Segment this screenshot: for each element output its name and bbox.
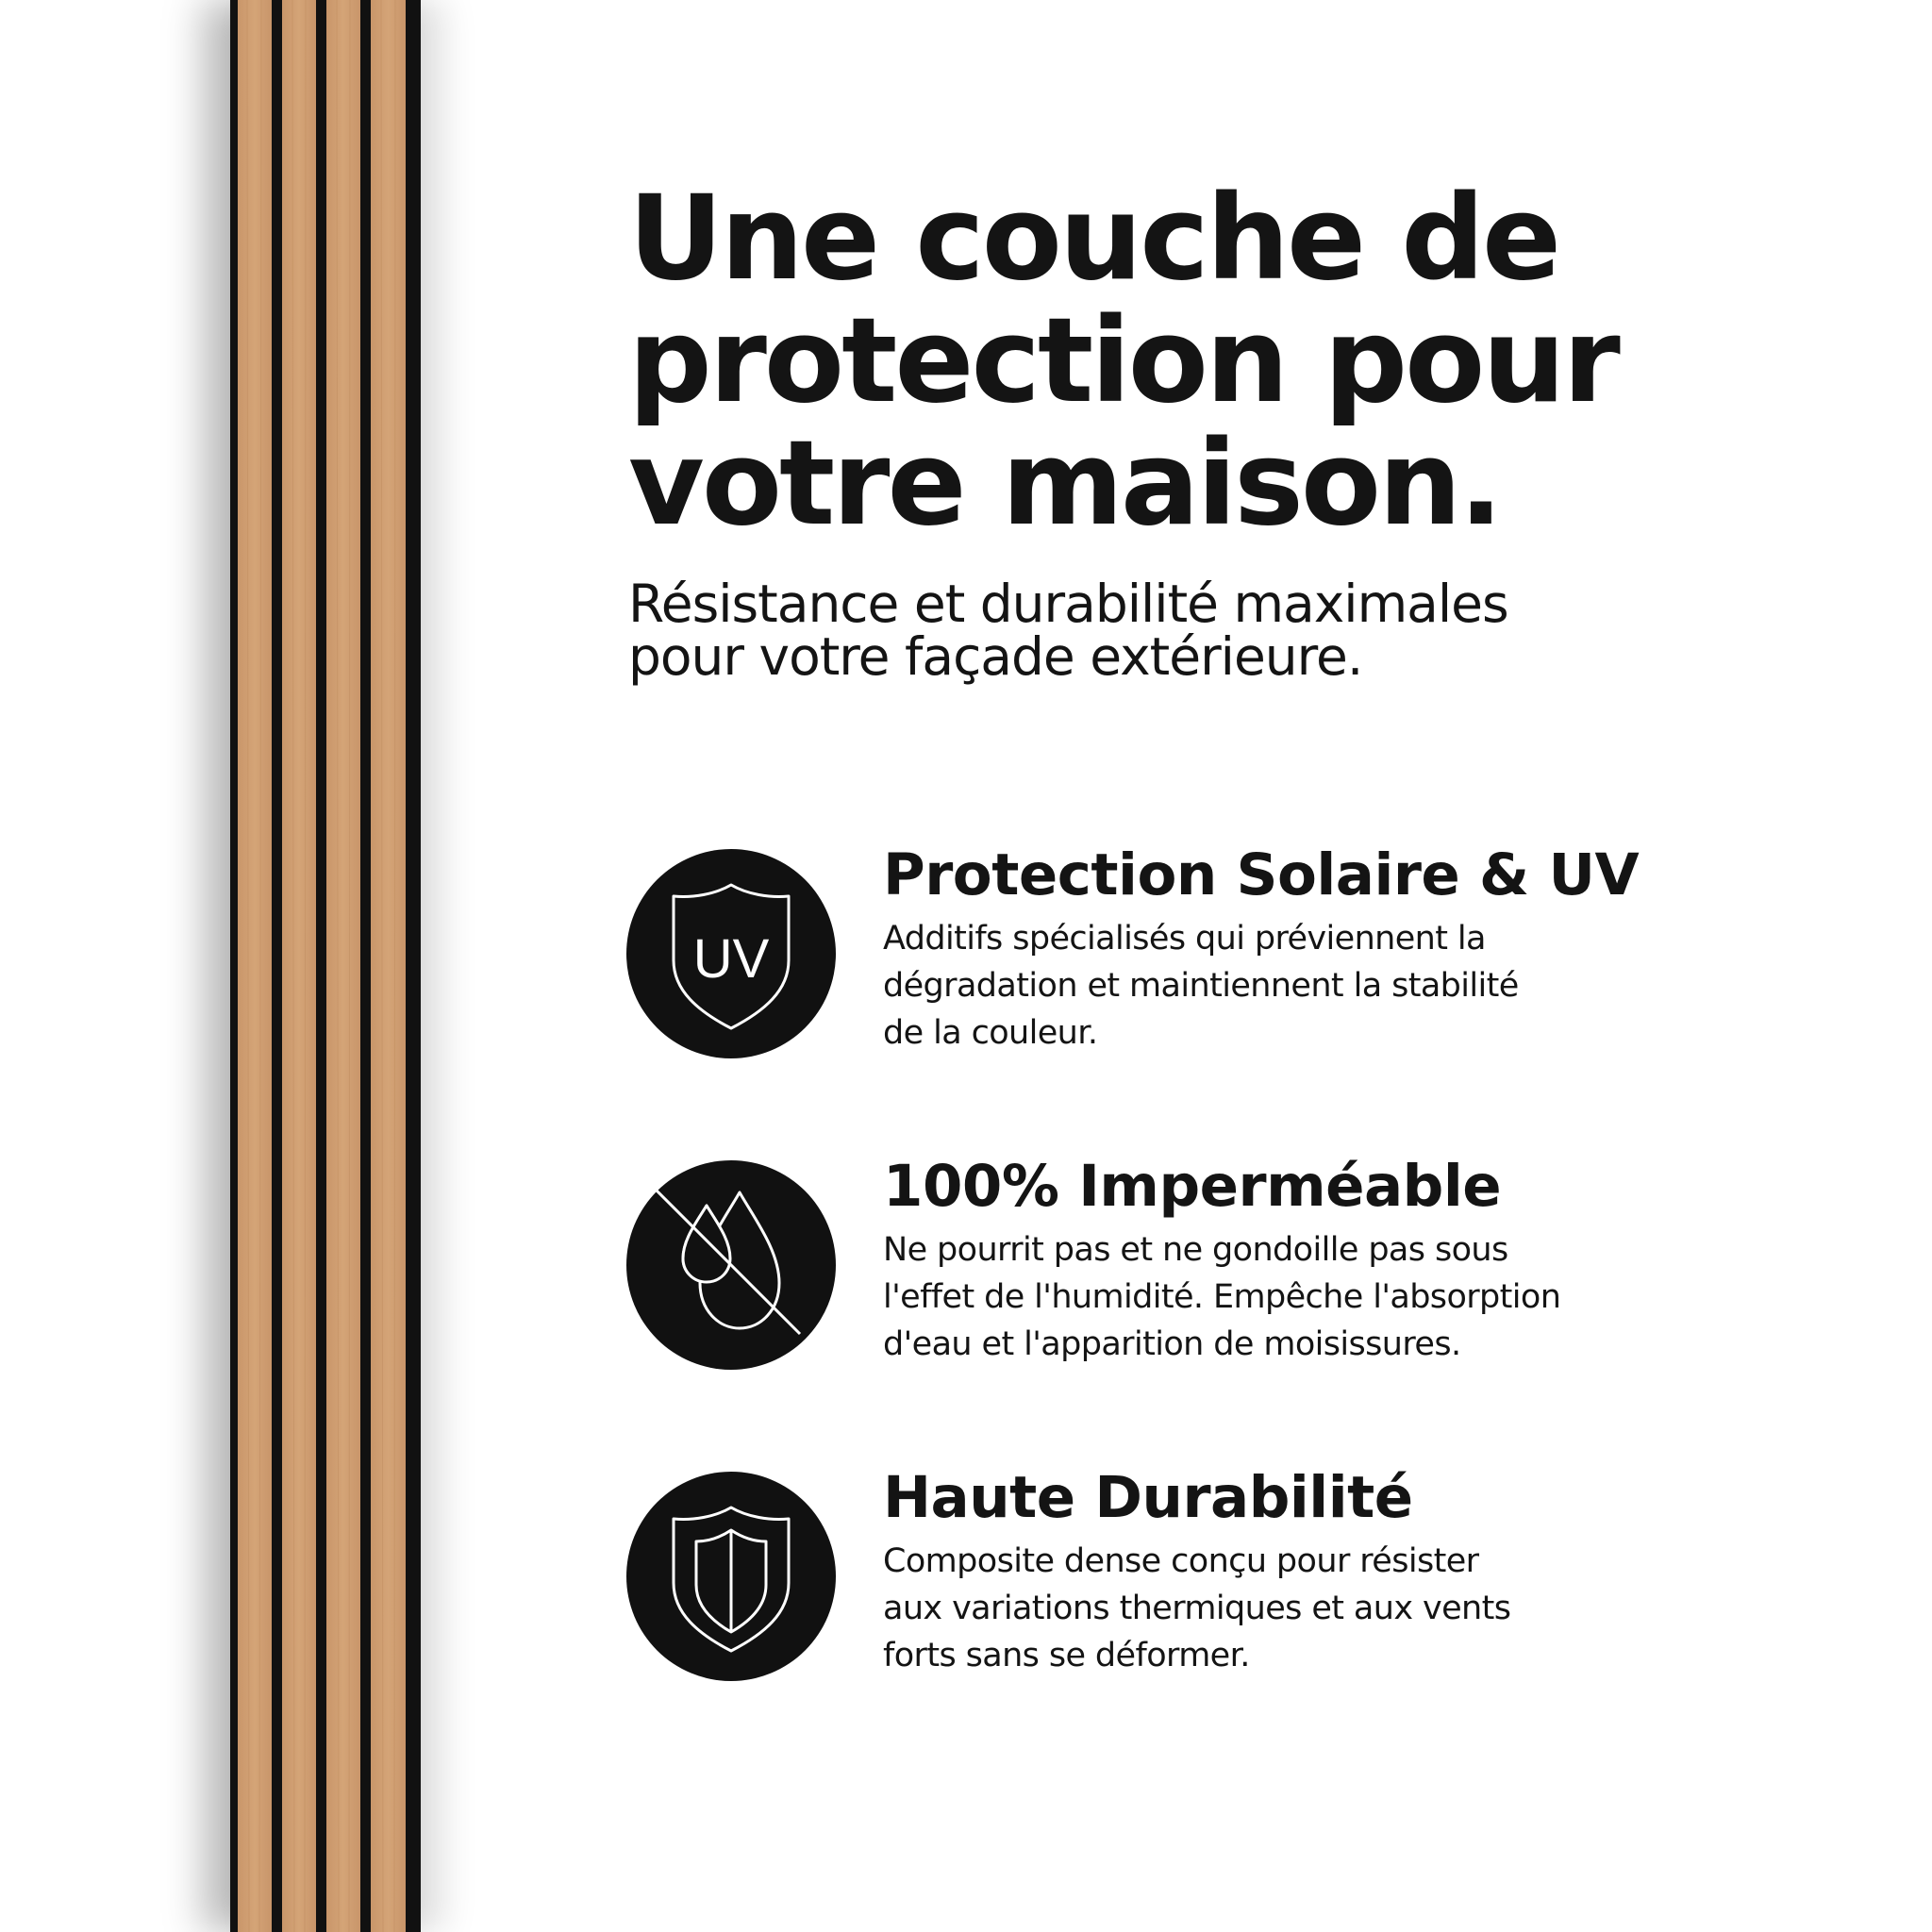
feature-title: Haute Durabilité: [883, 1464, 1413, 1531]
feature-description: [883, 1226, 1560, 1368]
subtitle-line: Résistance et durabilité maximales: [628, 574, 1508, 634]
wood-slat: [326, 0, 360, 1932]
feature-title: 100% Imperméable: [883, 1153, 1502, 1220]
feature-uv-protection: [626, 841, 1890, 1060]
headline-line: votre maison.: [628, 416, 1501, 552]
feature-description: [883, 915, 1519, 1057]
feature-title: Protection Solaire & UV: [883, 841, 1640, 908]
wood-slat-panel: [230, 0, 421, 1932]
wood-slat: [282, 0, 316, 1932]
feature-description-line: Additifs spécialisés qui préviennent la: [883, 920, 1486, 958]
uv-icon-text: UV: [692, 928, 770, 990]
headline-line: protection pour: [628, 293, 1618, 429]
uv-shield-icon: [626, 849, 836, 1058]
wood-slats-graphic: [230, 0, 421, 1932]
feature-waterproof: [626, 1153, 1890, 1372]
feature-description: [883, 1538, 1510, 1679]
no-water-drops-icon: [626, 1160, 836, 1370]
feature-description-line: Composite dense conçu pour résister: [883, 1542, 1479, 1580]
headline: [628, 171, 1855, 552]
feature-durability: [626, 1464, 1890, 1683]
headline-line: Une couche de: [628, 171, 1559, 307]
feature-description-line: forts sans se déformer.: [883, 1637, 1250, 1674]
subtitle-line: pour votre façade extérieure.: [628, 626, 1363, 687]
feature-description-line: de la couleur.: [883, 1014, 1098, 1052]
feature-description-line: l'effet de l'humidité. Empêche l'absorption: [883, 1278, 1561, 1316]
wood-slat: [238, 0, 272, 1932]
feature-description-line: aux variations thermiques et aux vents: [883, 1590, 1511, 1627]
shield-icon: [626, 1472, 836, 1681]
feature-description-line: dégradation et maintiennent la stabilité: [883, 967, 1519, 1005]
wood-slat: [371, 0, 406, 1932]
feature-description-line: Ne pourrit pas et ne gondoille pas sous: [883, 1231, 1508, 1269]
feature-description-line: d'eau et l'apparition de moisissures.: [883, 1325, 1461, 1363]
subtitle: [628, 574, 1855, 687]
